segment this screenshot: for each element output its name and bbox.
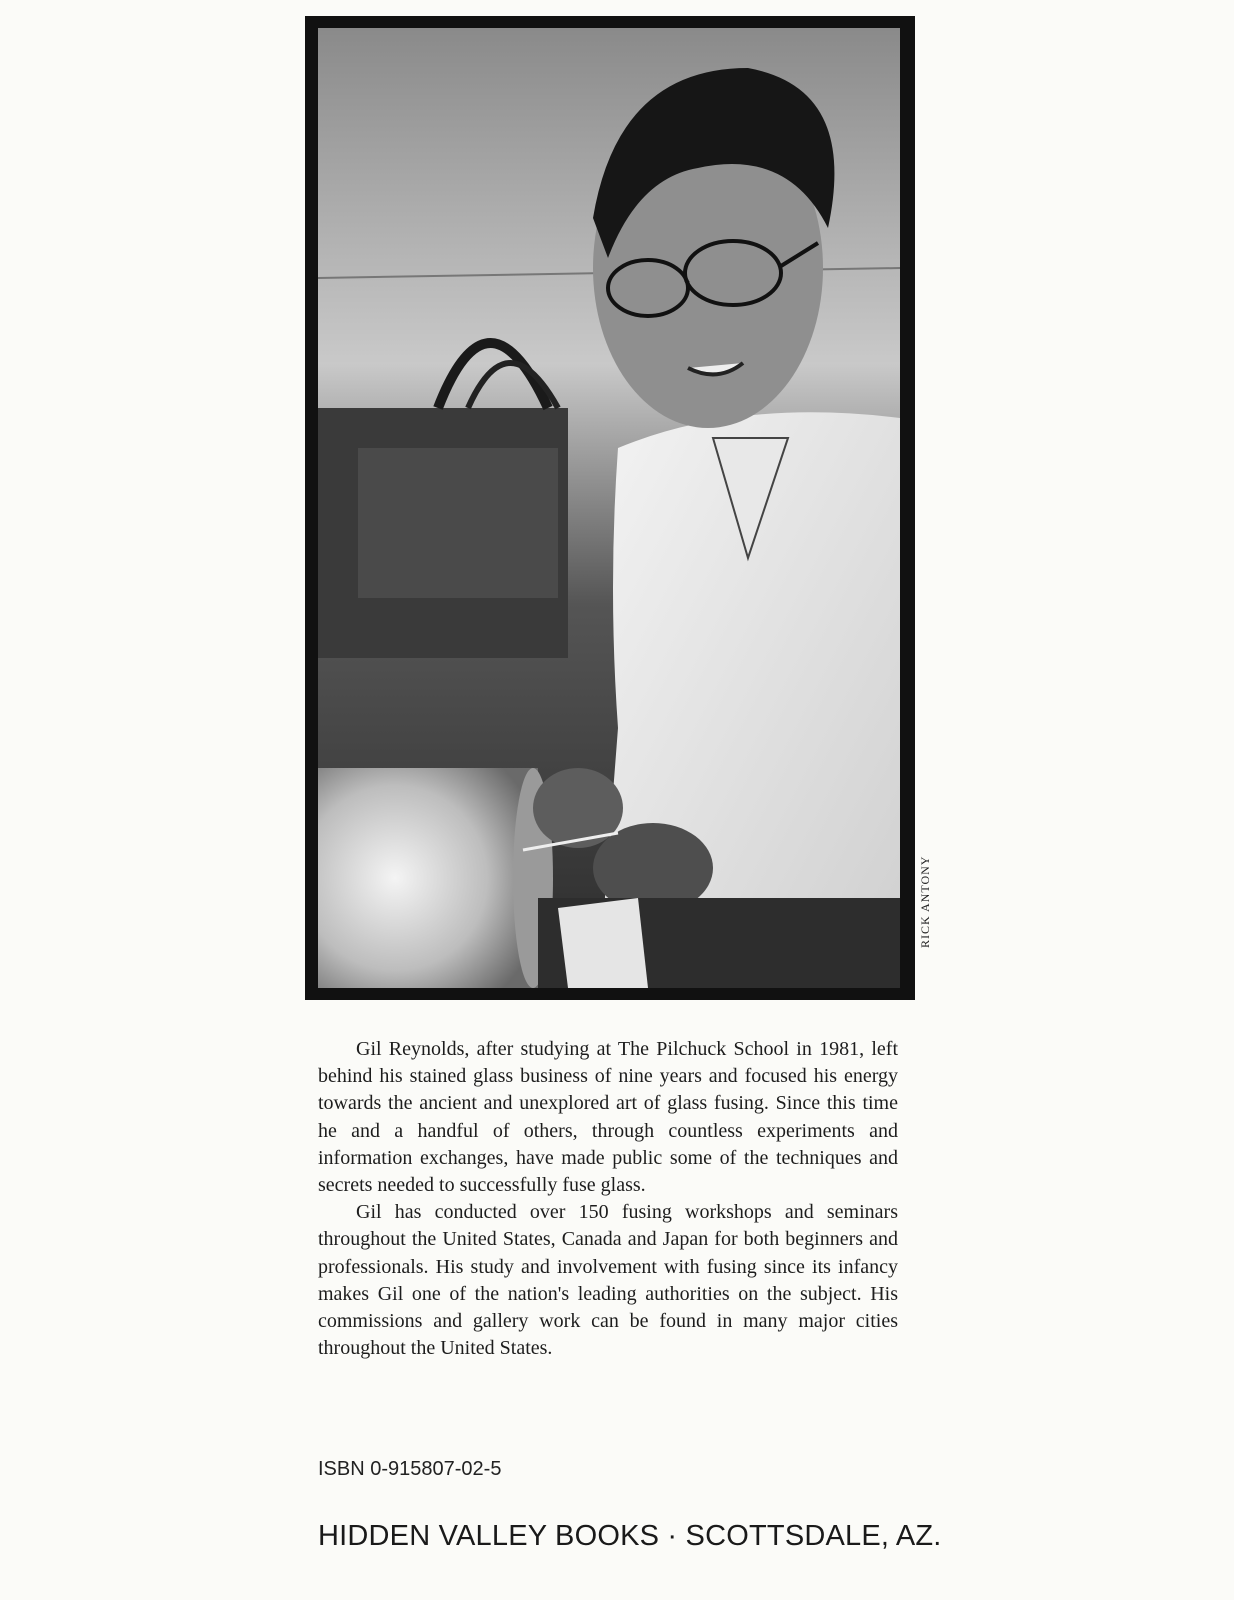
author-photo-frame [305, 16, 915, 1000]
author-photo-image [318, 28, 900, 988]
author-bio [318, 1036, 898, 1362]
publisher-imprint: HIDDEN VALLEY BOOKS · SCOTTSDALE, AZ. [318, 1520, 942, 1552]
isbn-number: ISBN 0-915807-02-5 [318, 1458, 502, 1480]
bio-paragraph: Gil Reynolds, after studying at The Pilchuck School in 1981, left behind his stained glass business of nine years and focused his energy towards the ancient and unexplored art of glass fusing. Since this time he and a handful of others, through countless experiments and information exchanges, have made public some of the techniques and secrets needed to successfully fuse glass. [318, 1038, 898, 1197]
author-photo [318, 28, 900, 988]
bio-paragraph: Gil has conducted over 150 fusing workshops and seminars throughout the United States, Canada and Japan for both beginners and professionals. His study and involvement with fusing since its infancy makes Gil one of the nation's leading authorities on the subject. His commissions and gallery work can be found in many major cities throughout the United States. [318, 1201, 898, 1360]
photo-credit: RICK ANTONY [918, 855, 932, 948]
